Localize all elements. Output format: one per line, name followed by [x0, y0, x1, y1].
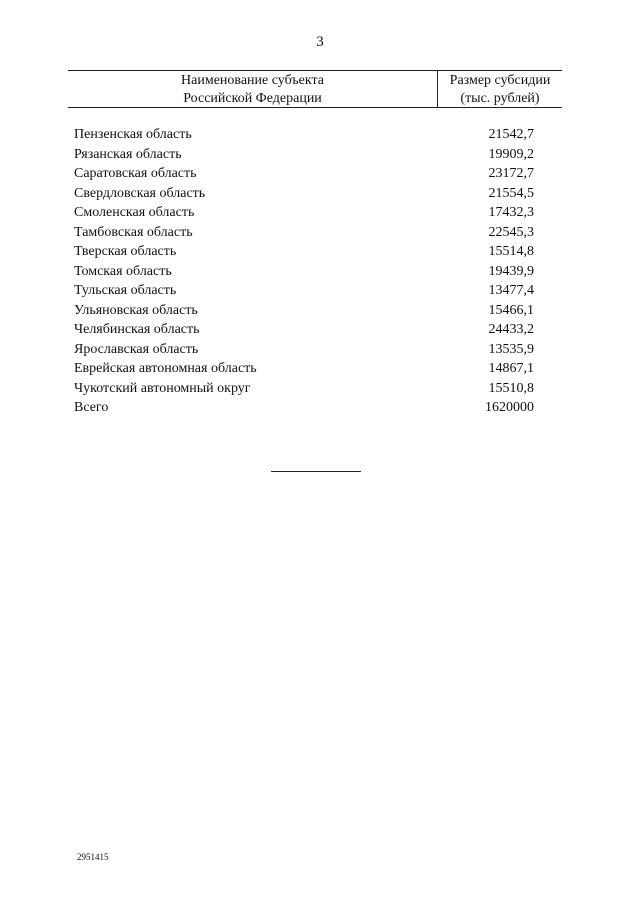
table-row	[74, 359, 534, 379]
subsidy-amount: 19909,2	[488, 146, 534, 162]
table-row	[74, 398, 534, 418]
document-code: 2951415	[77, 852, 109, 862]
table-row	[74, 164, 534, 184]
region-name: Челябинская область	[74, 322, 200, 337]
subsidy-amount: 1620000	[485, 400, 534, 415]
table-row	[74, 281, 534, 301]
table-row	[74, 242, 534, 262]
table-row	[74, 320, 534, 340]
table-body	[74, 125, 534, 418]
subsidy-amount: 15514,8	[488, 244, 534, 259]
table-row	[74, 262, 534, 282]
region-name: Саратовская область	[74, 166, 197, 181]
subsidy-amount: 22545,3	[488, 224, 534, 240]
subsidy-amount: 19439,9	[488, 263, 534, 279]
subsidy-amount: 13477,4	[488, 283, 534, 298]
subsidy-amount: 23172,7	[488, 166, 534, 181]
region-name: Ярославская область	[74, 341, 199, 357]
region-name: Тамбовская область	[74, 224, 193, 240]
region-name: Смоленская область	[74, 205, 195, 220]
table-row	[74, 301, 534, 321]
page-number: 3	[316, 34, 324, 50]
table-row	[74, 203, 534, 223]
table-row	[74, 223, 534, 243]
end-of-table-rule	[271, 471, 361, 472]
region-name: Чукотский автономный округ	[74, 380, 251, 396]
region-name: Пензенская область	[74, 127, 192, 142]
header-amount-line-2: (тыс. рублей)	[460, 91, 540, 106]
header-name-line-1: Наименование субъекта	[181, 73, 324, 88]
subsidy-amount: 13535,9	[488, 341, 534, 357]
subsidy-amount: 15510,8	[488, 380, 534, 396]
header-name-column	[68, 72, 437, 108]
table-row	[74, 340, 534, 360]
table-row	[74, 184, 534, 204]
table-header-rule	[68, 107, 562, 108]
subsidy-amount: 17432,3	[488, 205, 534, 220]
header-name-line-2: Российской Федерации	[183, 91, 322, 106]
subsidy-amount: 21542,7	[488, 127, 534, 142]
header-amount-column	[438, 72, 562, 108]
subsidy-amount: 15466,1	[488, 302, 534, 318]
region-name: Томская область	[74, 263, 172, 279]
region-name: Тверская область	[74, 244, 177, 259]
table-row	[74, 379, 534, 399]
header-amount-line-1: Размер субсидии	[449, 73, 551, 88]
region-name: Ульяновская область	[74, 302, 198, 318]
region-name: Всего	[74, 400, 109, 415]
subsidy-amount: 21554,5	[488, 185, 534, 201]
table-row	[74, 125, 534, 145]
region-name: Рязанская область	[74, 146, 182, 162]
subsidy-amount: 24433,2	[488, 322, 534, 337]
table-row	[74, 145, 534, 165]
region-name: Еврейская автономная область	[74, 361, 257, 376]
region-name: Тульская область	[74, 283, 177, 298]
subsidy-amount: 14867,1	[488, 361, 534, 376]
region-name: Свердловская область	[74, 185, 206, 201]
table-top-rule	[68, 70, 562, 71]
